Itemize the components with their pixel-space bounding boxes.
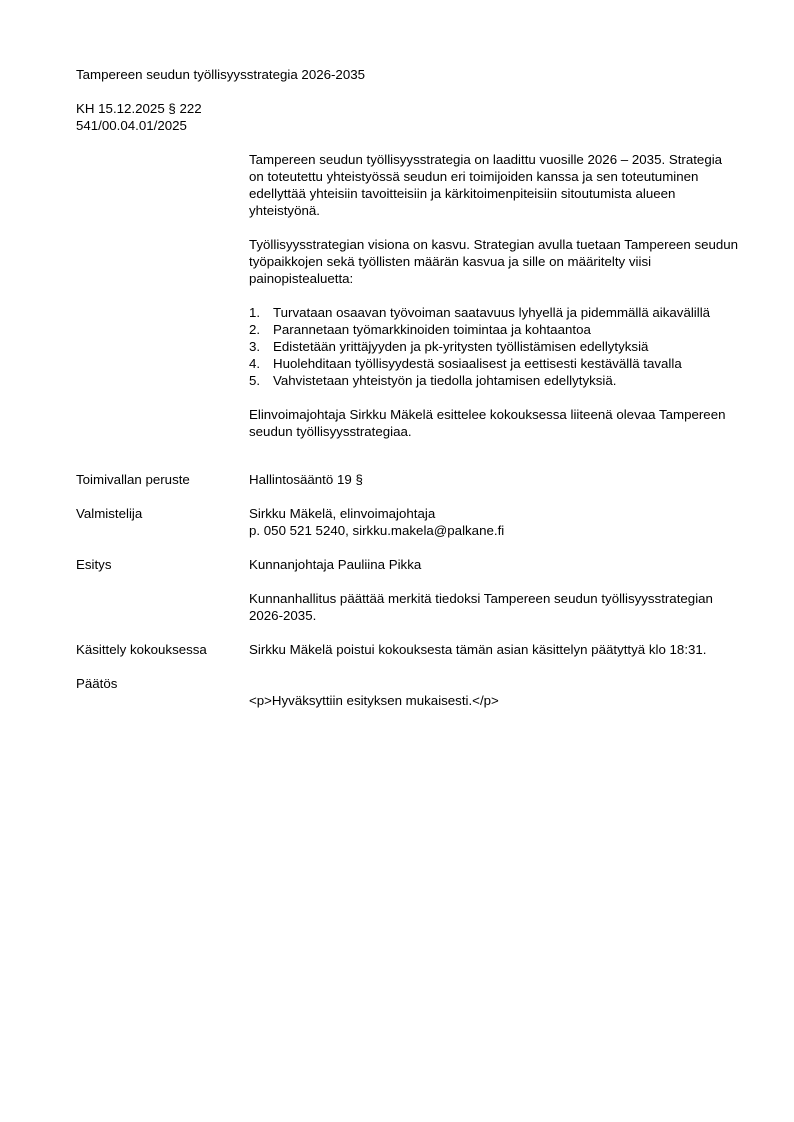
decision-row [76, 675, 746, 709]
priority-number: 5. [249, 373, 261, 388]
authority-row [76, 471, 746, 488]
meeting-handling-row [76, 641, 746, 658]
intro-paragraph: Työllisyysstrategian visiona on kasvu. Strategian avulla tuetaan Tampereen seudun työpaikkojen sekä työllisten määrän kasvua ja sille on määritelty viisi painopistealuetta: [249, 237, 739, 286]
document-header [76, 66, 736, 134]
meeting-handling-value: Sirkku Mäkelä poistui kokouksesta tämän asian käsittelyn päätyttyä klo 18:31. [249, 642, 707, 657]
record-number: 541/00.04.01/2025 [76, 118, 187, 133]
meeting-handling-label: Käsittely kokouksessa [76, 642, 207, 657]
decision-label: Päätös [76, 676, 118, 691]
meeting-reference: KH 15.12.2025 § 222 [76, 101, 202, 116]
priority-text: Edistetään yrittäjyyden ja pk-yritysten työllistämisen edellytyksiä [273, 339, 649, 354]
priority-item [249, 372, 739, 389]
document-title: Tampereen seudun työllisyysstrategia 2026-2035 [76, 67, 366, 82]
priority-number: 1. [249, 305, 261, 320]
preparer-value [249, 505, 746, 539]
preparer-contact: p. 050 521 5240, sirkku.makela@palkane.fi [249, 523, 505, 538]
proposal-text: Kunnanhallitus päättää merkitä tiedoksi Tampereen seudun työllisyysstrategian 2026-2035. [249, 591, 713, 623]
priority-text: Parannetaan työmarkkinoiden toimintaa ja kohtaantoa [273, 322, 591, 337]
priority-number: 3. [249, 339, 261, 354]
priority-text: Vahvistetaan yhteistyön ja tiedolla johtamisen edellytyksiä. [273, 373, 617, 388]
priority-item [249, 304, 739, 321]
authority-label: Toimivallan peruste [76, 472, 190, 487]
intro-paragraph: Tampereen seudun työllisyysstrategia on laadittu vuosille 2026 – 2035. Strategia on toteutettu yhteistyössä seudun eri toimijoiden kanssa ja sen toteutuminen edellyttää yhteisiin tavoitteisiin ja kärkitoimenpiteisiin sitoutumista alueen yhteistyönä. [249, 152, 723, 218]
decision-details [76, 471, 746, 726]
preparer-name: Sirkku Mäkelä, elinvoimajohtaja [249, 506, 436, 521]
intro-section [249, 151, 739, 457]
priority-item [249, 338, 739, 355]
preparer-row [76, 505, 746, 539]
priority-item [249, 321, 739, 338]
authority-value: Hallintosääntö 19 § [249, 472, 363, 487]
proposal-label: Esitys [76, 557, 112, 572]
intro-paragraph: Elinvoimajohtaja Sirkku Mäkelä esittelee kokouksessa liiteenä olevaa Tampereen seudun työllisyysstrategiaa. [249, 407, 726, 439]
priority-number: 4. [249, 356, 261, 371]
proposal-presenter: Kunnanjohtaja Pauliina Pikka [249, 557, 422, 572]
priority-list [249, 304, 739, 389]
priority-text: Huolehditaan työllisyydestä sosiaalisest ja eettisesti kestävällä tavalla [273, 356, 682, 371]
proposal-row [76, 556, 746, 624]
priority-number: 2. [249, 322, 261, 337]
preparer-label: Valmistelija [76, 506, 143, 521]
proposal-value [249, 556, 746, 624]
priority-item [249, 355, 739, 372]
decision-value: <p>Hyväksyttiin esityksen mukaisesti.</p> [249, 693, 499, 708]
priority-text: Turvataan osaavan työvoiman saatavuus lyhyellä ja pidemmällä aikavälillä [273, 305, 711, 320]
